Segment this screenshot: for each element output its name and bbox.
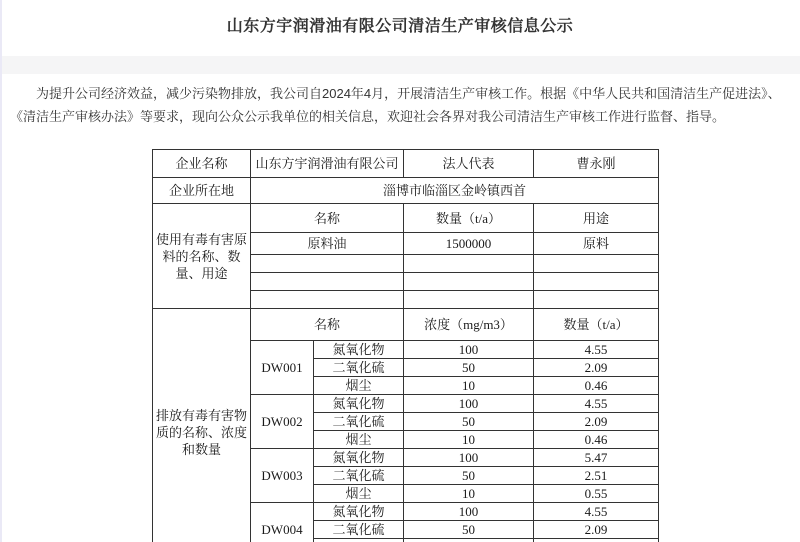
outlet-id: DW003	[251, 449, 314, 503]
raw-materials-header-row	[153, 204, 659, 233]
company-name-value: 山东方宇润滑油有限公司	[251, 150, 404, 178]
raw-material-quantity: 1500000	[404, 233, 534, 255]
empty-cell	[404, 273, 534, 291]
pollutant-concentration: 100	[404, 341, 534, 359]
pollutant-name: 氮氧化物	[314, 341, 404, 359]
disclosure-table	[152, 149, 659, 542]
pollutant-quantity: 0.46	[534, 431, 659, 449]
pollutant-name: 二氧化硫	[314, 521, 404, 539]
pollutant-concentration: 100	[404, 449, 534, 467]
pollutant-quantity: 5.47	[534, 449, 659, 467]
pollutant-quantity: 2.09	[534, 359, 659, 377]
empty-cell	[404, 291, 534, 309]
empty-cell	[251, 291, 404, 309]
pollutant-name: 氮氧化物	[314, 395, 404, 413]
raw-materials-header-name: 名称	[251, 204, 404, 233]
pollutant-quantity	[534, 539, 659, 542]
pollutant-quantity: 2.09	[534, 521, 659, 539]
outlet-id: DW002	[251, 395, 314, 449]
pollutant-name: 二氧化硫	[314, 467, 404, 485]
company-name-label: 企业名称	[153, 150, 251, 178]
empty-cell	[534, 291, 659, 309]
pollutant-concentration: 10	[404, 431, 534, 449]
legal-rep-label: 法人代表	[404, 150, 534, 178]
emissions-header-name: 名称	[251, 309, 404, 341]
pollutant-quantity: 2.09	[534, 413, 659, 431]
pollutant-concentration: 10	[404, 485, 534, 503]
pollutant-name: 二氧化硫	[314, 413, 404, 431]
outlet-id: DW001	[251, 341, 314, 395]
pollutant-quantity: 2.51	[534, 467, 659, 485]
pollutant-name	[314, 539, 404, 542]
pollutant-quantity: 4.55	[534, 503, 659, 521]
pollutant-concentration	[404, 539, 534, 542]
pollutant-name: 氮氧化物	[314, 503, 404, 521]
legal-rep-value: 曹永刚	[534, 150, 659, 178]
pollutant-name: 烟尘	[314, 377, 404, 395]
raw-material-name: 原料油	[251, 233, 404, 255]
empty-cell	[251, 255, 404, 273]
empty-cell	[534, 255, 659, 273]
raw-material-usage: 原料	[534, 233, 659, 255]
pollutant-name: 氮氧化物	[314, 449, 404, 467]
location-label: 企业所在地	[153, 178, 251, 204]
pollutant-concentration: 50	[404, 413, 534, 431]
page-left-edge	[0, 0, 2, 542]
pollutant-concentration: 10	[404, 377, 534, 395]
pollutant-quantity: 4.55	[534, 341, 659, 359]
pollutant-name: 二氧化硫	[314, 359, 404, 377]
company-name-row	[153, 150, 659, 178]
pollutant-name: 烟尘	[314, 431, 404, 449]
emissions-header-row	[153, 309, 659, 341]
page-header	[0, 0, 800, 56]
empty-cell	[251, 273, 404, 291]
emissions-section-label: 排放有毒有害物质的名称、浓度和数量	[153, 309, 251, 542]
raw-materials-section-label: 使用有毒有害原料的名称、数量、用途	[153, 204, 251, 309]
intro-paragraph: 为提升公司经济效益，减少污染物排放，我公司自2024年4月，开展清洁生产审核工作。根据《中华人民共和国清洁生产促进法》、《清洁生产审核办法》等要求，现向公众公示我单位的相关信息，欢迎社会各界对我公司清洁生产审核工作进行监督、指导。	[10, 86, 781, 124]
location-value: 淄博市临淄区金岭镇西首	[251, 178, 659, 204]
company-location-row	[153, 178, 659, 204]
pollutant-quantity: 0.55	[534, 485, 659, 503]
page-title: 山东方宇润滑油有限公司清洁生产审核信息公示	[226, 18, 574, 35]
empty-cell	[404, 255, 534, 273]
outlet-id: DW004	[251, 503, 314, 542]
pollutant-concentration: 100	[404, 395, 534, 413]
raw-materials-header-quantity: 数量（t/a）	[404, 204, 534, 233]
empty-cell	[534, 273, 659, 291]
pollutant-quantity: 4.55	[534, 395, 659, 413]
pollutant-concentration: 50	[404, 359, 534, 377]
pollutant-quantity: 0.46	[534, 377, 659, 395]
pollutant-concentration: 50	[404, 521, 534, 539]
raw-materials-header-usage: 用途	[534, 204, 659, 233]
pollutant-concentration: 50	[404, 467, 534, 485]
emissions-header-concentration: 浓度（mg/m3）	[404, 309, 534, 341]
emissions-header-quantity: 数量（t/a）	[534, 309, 659, 341]
pollutant-concentration: 100	[404, 503, 534, 521]
pollutant-name: 烟尘	[314, 485, 404, 503]
section-divider	[0, 56, 800, 74]
